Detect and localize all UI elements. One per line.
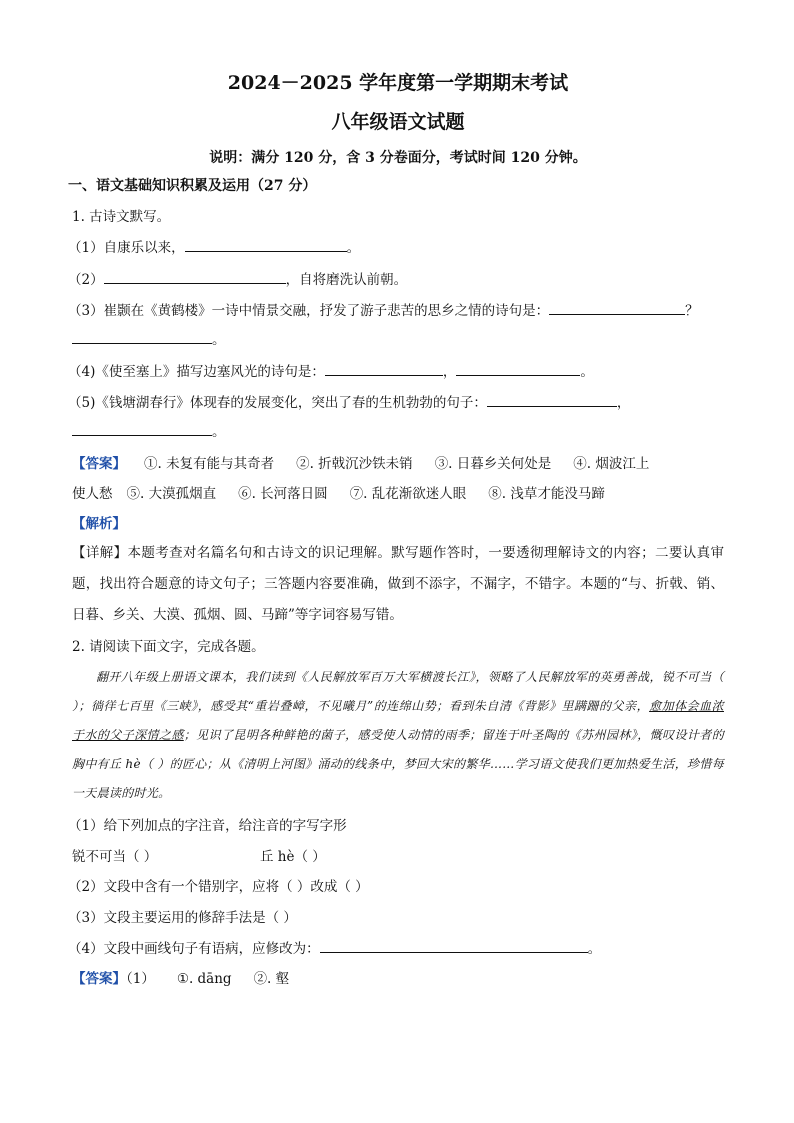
- q2-sub4-text: （4）文段中画线句子有语病，应修改为：: [68, 941, 320, 957]
- answer-item: ⑦. 乱花渐欲迷人眼: [349, 486, 467, 502]
- answer-item: ③. 日暮乡关何处是: [434, 456, 552, 472]
- answer-blank: [185, 237, 347, 252]
- answer-blank: [72, 329, 212, 344]
- q1-part1: [68, 237, 724, 258]
- answer-item: ⑤. 大漠孤烟直: [126, 486, 217, 502]
- q2-sub4-end: 。: [587, 941, 602, 957]
- q1-part3-end: 。: [212, 332, 226, 348]
- answer-blank: [320, 938, 588, 953]
- q1-part2-text: ，自将磨洗认前朝。: [285, 271, 408, 288]
- q1-part5-mid: ，: [616, 395, 631, 411]
- q1-part5-end: 。: [212, 424, 226, 440]
- answer-blank: [104, 269, 286, 284]
- section-heading: 一、语文基础知识积累及运用（27 分）: [68, 178, 317, 194]
- q1-part5-text: （5)《钱塘湖春行》体现春的发展变化，突出了春的生机勃勃的句子：: [68, 395, 487, 411]
- q1-answer-row2: [72, 484, 724, 504]
- q1-part4-text: （4)《使至塞上》描写边塞风光的诗句是：: [68, 363, 325, 380]
- q1-detail: 【详解】本题考查对名篇名句和古诗文的识记理解。默写题作答时，一要透彻理解诗文的内容；二要认真审题，找出符合题意的诗文句子；三答题内容要准确，做到不添字，不漏字，不错字。本题的“与、折戟、销、日暮、乡关、大漠、孤烟、圆、马蹄”等字词容易写错。: [72, 545, 724, 623]
- q1-answer-row1: [72, 454, 724, 474]
- answer-lead: （1）: [126, 971, 155, 987]
- q1-part5: [68, 392, 724, 413]
- answer-blank: [456, 361, 580, 376]
- answer-item: ④. 烟波江上: [573, 456, 650, 472]
- q2-stem: 2. 请阅读下面文字，完成各题。: [72, 639, 265, 655]
- analysis-tag: 【解析】: [72, 516, 126, 532]
- exam-subtitle: 八年级语文试题: [331, 111, 465, 133]
- q2-sub3: （3）文段主要运用的修辞手法是（ ）: [68, 909, 297, 926]
- q2-passage: [72, 663, 724, 808]
- answer-item: ②. 壑: [253, 971, 290, 987]
- answer-item: ②. 折戟沉沙铁未销: [296, 456, 413, 472]
- q1-part2: [68, 269, 724, 290]
- answer-item: ⑥. 长河落日圆: [238, 486, 328, 502]
- q1-part3: [68, 300, 724, 321]
- answer-item: ①. 未复有能与其奇者: [144, 456, 275, 472]
- answer-item: ⑧. 浅草才能没马蹄: [488, 486, 605, 502]
- q1-part5-cont: [72, 421, 724, 442]
- answer-tag: 【答案】: [72, 971, 126, 987]
- answer-item: ①. dāng: [176, 971, 232, 987]
- answer-blank: [549, 300, 685, 315]
- q1-part3-cont: [72, 329, 724, 350]
- exam-page: [68, 66, 724, 989]
- q2-sub1-items: [72, 847, 724, 867]
- q1-part3-mid: ？: [685, 303, 699, 319]
- q1-part1-end: 。: [346, 240, 361, 256]
- q1-stem: 1. 古诗文默写。: [72, 208, 171, 225]
- q1-part3-text: （3）崔颢在《黄鹤楼》一诗中情景交融，抒发了游子悲苦的思乡之情的诗句是：: [68, 303, 550, 319]
- answer-blank: [72, 421, 212, 436]
- q2-sub4: [68, 938, 724, 959]
- q1-part4-mid: ，: [442, 363, 457, 380]
- q2-answer-row: [72, 969, 724, 989]
- q2-sub1: （1）给下列加点的字注音，给注音的字写字形: [68, 818, 347, 834]
- passage-text: ；见识了昆明各种鲜艳的菌子，感受使人动情的雨季；留连于叶圣陶的《苏州园林》，慨叹设计者的胸中有丘 hè（ ）的匠心；从《清明上河图》涌动的线条中，梦回大宋的繁华……学习语文使我们更加热爱生活，珍惜每一天晨读的时光。: [72, 728, 724, 800]
- q1-part4-end: 。: [580, 363, 594, 380]
- answer-blank: [487, 392, 617, 407]
- passage-underlined-sentence: 愈加体会血浓于水的父子深情之感: [72, 699, 724, 742]
- answer-item: 使人愁: [72, 486, 113, 502]
- passage-text: 翻开八年级上册语文课本，我们读到《人民解放军百万大军横渡长江》，领略了人民解放军的英勇善战，锐不可当（ ）；徜徉七百里《三峡》，感受其“重岩叠嶂，不见曦月”的连绵山势；看到朱自清《背影》里蹒跚的父亲，: [72, 670, 724, 713]
- q2-sub1-item-b: 丘 hè（ ）: [260, 848, 326, 865]
- q1-part2-lead: （2）: [68, 271, 104, 288]
- exam-note: 说明：满分 120 分，含 3 分卷面分，考试时间 120 分钟。: [209, 150, 587, 166]
- q1-part4: [68, 361, 724, 382]
- exam-title: 2024－2025 学年度第一学期期末考试: [227, 72, 569, 94]
- answer-blank: [325, 361, 443, 376]
- answer-tag: 【答案】: [72, 456, 126, 472]
- q1-part1-text: （1）自康乐以来，: [68, 240, 185, 256]
- q2-sub1-item-a: 锐不可当（ ）: [72, 848, 158, 865]
- q2-sub2: （2）文段中含有一个错别字，应将（ ）改成（ ）: [68, 879, 369, 895]
